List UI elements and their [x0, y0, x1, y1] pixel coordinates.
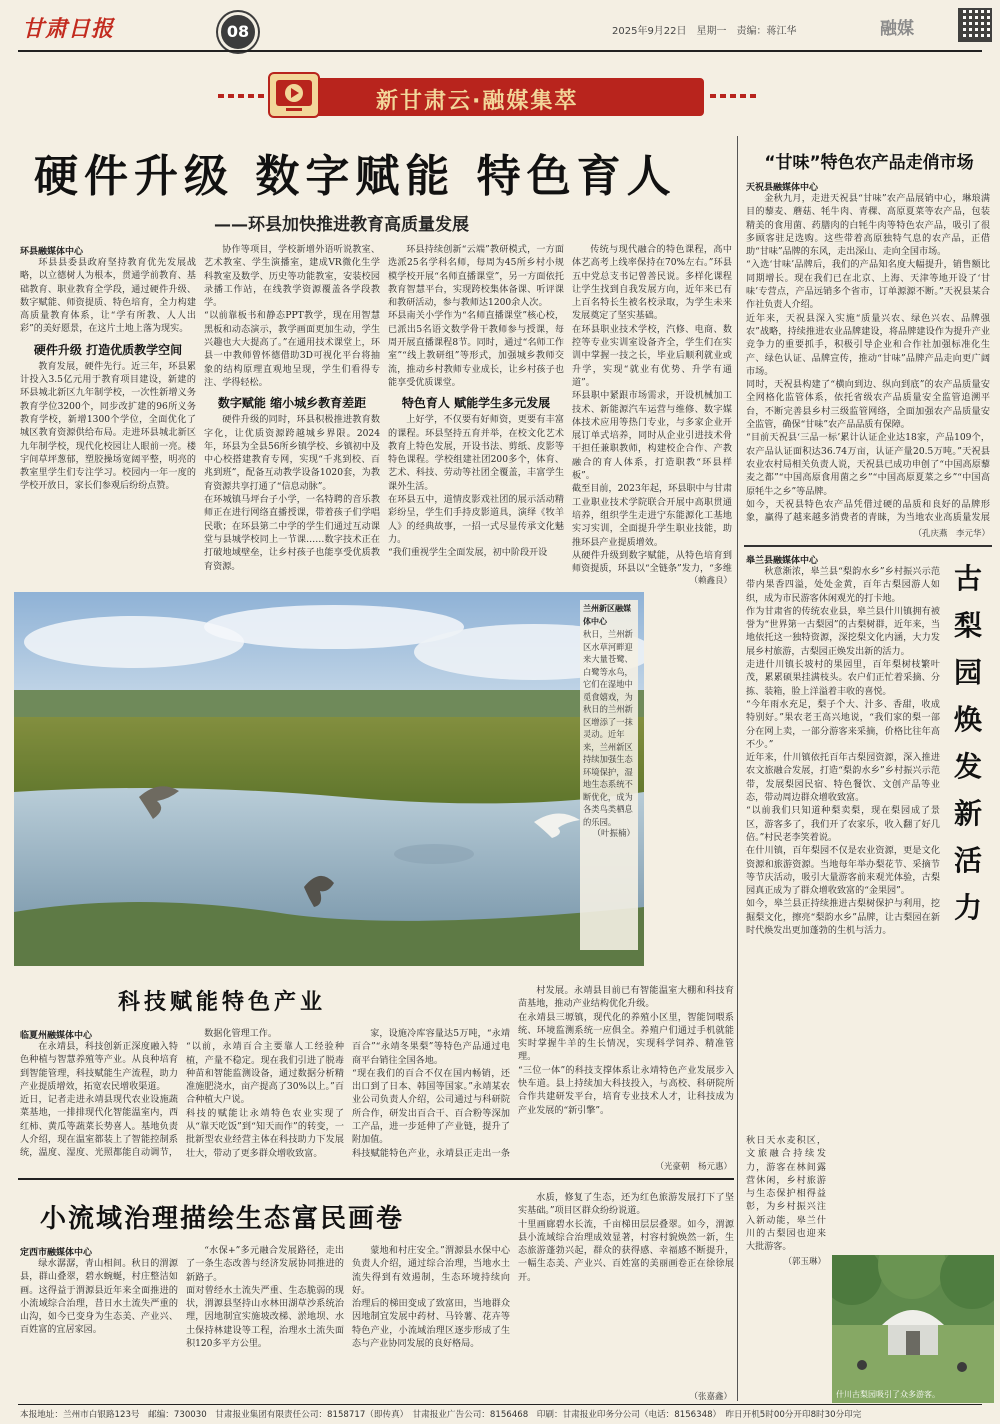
- play-button-icon: [270, 74, 318, 116]
- qr-code-icon: [958, 8, 992, 42]
- tech-byline: 临夏州融媒体中心: [20, 1031, 93, 1041]
- lead-paragraph: 环县持续创新“云端”教研模式，一方面选派25名学科名师，每周为45所乡村小规模学校开展“名师直播课堂”，另一方面依托教育智慧平台，实现跨校集体备课、听评课和教研活动，参与教师达1200余人次。 环县南关小学作为“名师直播课堂”核心校，已派出5名语文数学骨干教师参与授课，每周开展直播课程8节。同时，通过“名师工作室”“线上教研组”等形式，加强城乡教师交流，推动乡村教师专业成长，让乡村孩子也能享受优质课堂。: [388, 245, 564, 388]
- footer-rule: [18, 1404, 982, 1405]
- newspaper-logo: 甘肃日报: [22, 16, 115, 42]
- lead-paragraph: 教育发展，硬件先行。近三年，环县累计投入3.5亿元用于教育项目建设，新建的环县城北新区九年制学校，一次性新增义务教育学位3200个，同步改扩建的96所义务教育学校，新增1300个学位，全面优化了城区教育资源供给布局。走进环县城北新区九年制学校，现代化校园让人眼前一亮。楼宇间草坪葱郁，塑胶操场宽阔平整，明亮的教室里学生们专注学习。校园内一年一度的学校开放日，家长们参观后纷纷点赞。: [20, 361, 196, 492]
- lead-col-1: [20, 244, 196, 494]
- lead-paragraph: 硬件升级的同时，环县积极推进教育数字化，让优质资源跨越城乡界限。2024年，环县为全县56所乡镇学校、乡镇初中及中心校搭建教育专网，实现“千兆到校、百兆到班”，配备互动教学设备1020套，为教育资源共享打通了“信息动脉”。 在环城镇马坪台子小学，一名特聘的音乐教师正在进行网络直播授课，带着孩子们学唱民歌；在环县第二中学的学生们通过互动课堂与县城学校同上一节课……数字技术正在打破地域壁垒，让乡村孩子也能享受优质教育资源。: [204, 415, 380, 572]
- camping-caption-text: 秋日天水麦积区，文旅融合持续发力，游客在林间露营休闲，乡村旅游与生态保护相得益彰，为乡村振兴注入新动能，皋兰什川的古梨园也迎来大批游客。: [746, 1136, 826, 1253]
- photo-caption-signature: （叶振楠）: [592, 829, 635, 839]
- tech-col-4: [518, 985, 734, 1155]
- lead-headline: 硬件升级 数字赋能 特色育人: [34, 151, 677, 202]
- video-play-icon: [268, 72, 320, 118]
- page-number-badge: [218, 12, 258, 52]
- lead-paragraph: 协作等项目，学校新增外语听说教室、艺术教室、学生演播室，建成VR微化生学科教室及数学、历史等功能教室，安装校园录播工作站，在线教学资源覆盖各学段教学。 “以前靠板书和静态PPT教学，现在用智慧黑板和动态演示，教学画面更加生动，学生兴趣也大大提高了。”在通用技术课堂上，环县一中教师曾怀德借助3D可视化平台将抽象的结构原理直观地呈现，学生们看得专注、学得轻松。: [204, 245, 380, 388]
- river-col-4: [518, 1192, 734, 1387]
- footer-line: 本报地址：兰州市白银路123号 邮编：730030 甘肃报业集团有限责任公司：8158717（即传真） 甘肃报业广告公司：8156468 印刷：甘肃报业印务分公司（电话：8156348） 昨日开机5时00分开印8时30分印完: [20, 1410, 862, 1420]
- wetland-photo: [14, 592, 644, 966]
- lead-col-3: [388, 244, 564, 561]
- river-byline: 定西市融媒体中心: [20, 1248, 93, 1258]
- sidebar-rule: [744, 545, 992, 547]
- banner-dots-left: [218, 94, 264, 98]
- lead-subhead-3: 特色育人 赋能学生多元发展: [401, 396, 551, 411]
- section-label: 融媒: [880, 19, 914, 39]
- sidebar-top-paragraph: 金秋九月，走进天祝县“甘味”农产品展销中心，琳琅满目的藜麦、蘑菇、牦牛肉、青稞、高原夏菜等农产品，包装精美的食用菌、药膳肉的白牦牛肉等特色农产品，吸引了很多顾客驻足选购。这些带着高原独特气息的农产品，正借助“甘味”品牌的东风，走出深山、走向全国市场。 “入选‘甘味’品牌后，我们的产品知名度大幅提升，销售额比同期增长。现在我们已在北京、上海、天津等地开设了‘甘味’专营点，产品远销多个省市，订单源源不断。”天祝县某合作社负责人介绍。 近年来，天祝县深入实施“质量兴农、绿色兴农、品牌强农”战略，持续推进农业品牌建设，将品牌建设作为提升产业竞争力的重要抓手，积极引导企业和合作社加强标准化生产、绿色认证、品牌宣传，推动“甘味”品牌产品走向更广阔市场。 同时，天祝县构建了“横向到边、纵向到底”的农产品质量安全网格化监管体系，依托省级农产品质量安全监管追溯平台，不断完善县乡村三级监管网络，全面加强农产品质量安全监管，确保“甘味”农产品品质有保障。 “目前天祝县‘三品一标’累计认证企业达18家，产品109个，农产品认证面积达36.74万亩，认证产量20.5万吨。”天祝县农业农村局相关负责人说，天祝县已成功申创了“中国高原藜麦之都”“中国高原食用菌之乡”“中国高原夏菜之乡”“中国高原牦牛之乡”等品牌。 如今，天祝县特色农产品凭借过硬的品质和良好的品牌形象，赢得了越来越多消费者的青睐，为当地农业高质量发展: [746, 194, 990, 524]
- camping-caption: [746, 1135, 826, 1397]
- wetland-photo-drawing: [14, 592, 644, 966]
- camping-photo-label: 什川古梨园吸引了众多游客。: [836, 1390, 940, 1399]
- sidebar-top-headline: “甘味”特色农产品走俏市场: [764, 153, 974, 173]
- camping-caption-signature: （郭玉琳）: [783, 1256, 826, 1267]
- river-col-2: [186, 1245, 344, 1400]
- tech-paragraph: 村发展。永靖县目前已有智能温室大棚和科技育苗基地，推动产业结构优化升级。 在永靖县三塬镇，现代化的养殖小区里，智能饲喂系统、环境监测系统一应俱全。养殖户们通过手机就能实时掌握牛羊的生长情况，实现科学饲养、精准管理。 “三位一体”的科技支撑体系让永靖特色产业发展步入快车道。县上持续加大科技投入，与高校、科研院所合作共建研发平台，培育专业技术人才，让科技成为产业发展的“新引擎”。: [518, 986, 734, 1116]
- lead-col-2: [204, 244, 380, 574]
- lead-col-4: [572, 244, 732, 574]
- photo-caption-text: 秋日，兰州新区水草河畔迎来大量苍鹭、白鹭等水鸟，它们在湿地中觅食嬉戏，为秋日的兰州新区增添了一抹灵动。近年来，兰州新区持续加强生态环境保护，湿地生态系统不断优化，成为各类鸟类栖息的乐园。: [583, 629, 633, 827]
- lead-byline: 环县融媒体中心: [20, 247, 84, 257]
- river-paragraph: “水保+”多元融合发展路径，走出了一条生态改善与经济发展协同推进的新路子。 面对曾经水土流失严重、生态脆弱的现状，渭源县坚持山水林田湖草沙系统治理，因地制宜实施坡改梯、淤地坝、水土保持林建设等工程，治理水土流失面积120多平方公里。: [186, 1246, 344, 1350]
- river-signature: （张嘉鑫）: [689, 1392, 732, 1402]
- river-headline: 小流域治理描绘生态富民画卷: [40, 1204, 405, 1234]
- photo-caption-byline: 兰州新区融媒体中心: [583, 604, 631, 626]
- lead-paragraph: 传统与现代融合的特色课程，高中体艺高考上线率保持在70%左右。”环县五中党总支书记曾善民说。多样化课程让学生找到自我发展方向，近年来已有上百名特长生被名校录取，为学生未来发展奠定了坚实基础。 在环县职业技术学校，汽修、电商、数控等专业实训室设备齐全，学生们在实训中掌握一技之长，毕业后顺利就业或升学，实现“就业有优势、升学有通道”。 环县职中紧跟市场需求，开设机械加工技术、新能源汽车运营与维修、数字媒体技术应用等热门专业，与多家企业开展订单式培养，同时从企业引进技术骨干担任兼职教师，构建校企合作、产教融合的育人体系，打造职教“环县样板”。 截至目前，2023年起，环县职中与甘肃工业职业技术学院联合开展中高职贯通培养，组织学生走进宁东能源化工基地实习实训，全面提升学生职业技能，助推环县产业提质增效。 从硬件升级到数字赋能，从特色培育到师资提质，环县以“全链条”发力，“多维: [572, 245, 732, 574]
- tech-col-1: [20, 1028, 178, 1158]
- tech-headline: 科技赋能特色产业: [118, 990, 327, 1015]
- banner-title: 新甘肃云·融媒集萃: [376, 89, 579, 114]
- lead-signature: （赖鑫良）: [689, 576, 732, 586]
- camping-photo-drawing: [832, 1255, 994, 1403]
- banner: [258, 70, 718, 122]
- river-paragraph: 绿水潺潺，青山相间。秋日的渭源县，群山叠翠，碧水蜿蜒，村庄整洁如画。这得益于渭源县近年来全面推进的小流域综合治理，昔日水土流失严重的山沟，如今已变身为生态美、产业兴、百姓富的宜居家园。: [20, 1259, 178, 1336]
- sidebar-top-byline: 天祝县融媒体中心: [746, 183, 819, 193]
- masthead-date: 2025年9月22日 星期一 责编：蒋江华: [612, 26, 797, 37]
- lead-subhead-2: 数字赋能 缩小城乡教育差距: [217, 396, 367, 411]
- lead-paragraph: 上好学，不仅要有好师资，更要有丰富的课程。环县坚持五育并举，在校文化艺术教育上特色发展，开设书法、剪纸、皮影等特色课程。学校组建社团200多个，体育、艺术、科技、劳动等社团全覆盖，丰富学生课外生活。 在环县五中，道情皮影戏社团的展示活动精彩纷呈，学生们手持皮影道具，演绎《牧羊人》的经典故事，一招一式尽显传承文化魅力。 “我们重视学生全面发展，初中阶段开设: [388, 415, 564, 559]
- sidebar-pear-headline: 古梨园焕发新活力: [953, 562, 982, 924]
- camping-photo: [832, 1255, 994, 1403]
- sidebar-pear-byline: 皋兰县融媒体中心: [746, 556, 819, 566]
- tech-col-2: [186, 1028, 344, 1158]
- tech-col-3: [352, 1028, 510, 1158]
- tech-rule: [18, 1178, 734, 1180]
- photo-caption-box: [580, 600, 638, 950]
- tech-paragraph: 在永靖县，科技创新正深度融入特色种植与智慧养殖等产业。从良种培育到智能管理，科技赋能生产流程，助力产业提质增效，拓宽农民增收渠道。 近日，记者走进永靖县现代农业设施蔬菜基地，一排排现代化智能温室内，西红柿、黄瓜等蔬菜长势喜人。基地负责人介绍，现在温室都装上了智能控制系统，温度、湿度、光照都能自动调节，: [20, 1042, 178, 1158]
- river-paragraph: 蒙地和村庄安全。”渭源县水保中心负责人介绍，通过综合治理，当地水土流失得到有效遏制，生态环境持续向好。 治理后的梯田变成了致富田，当地群众因地制宜发展中药材、马铃薯、花卉等特色产业，小流域治理区逐步形成了生态与产业协同发展的良好格局。: [352, 1246, 510, 1350]
- tech-paragraph: 家，设施冷库容量达5万吨，“永靖百合”“永靖冬果梨”等特色产品通过电商平台销往全国各地。 “现在我们的百合不仅在国内畅销，还出口到了日本、韩国等国家。”永靖某农业公司负责人介绍，公司通过与科研院所合作，研发出百合干、百合粉等深加工产品，进一步延伸了产业链，提升了附加值。 科技赋能特色产业，永靖县正走出一条: [352, 1029, 510, 1158]
- sidebar-top-signature: （孔庆燕 李元华）: [913, 529, 990, 539]
- sidebar-top-article: [746, 180, 990, 525]
- river-col-1: [20, 1245, 178, 1400]
- sidebar-pear-article: [746, 553, 940, 1128]
- masthead: [0, 0, 1000, 54]
- masthead-rule: [18, 50, 982, 52]
- lead-subheadline: ——环县加快推进教育高质量发展: [214, 215, 469, 235]
- tech-paragraph: 数据化管理工作。 “以前，永靖百合主要靠人工经验种植，产量不稳定。现在我们引进了脱毒种苗和智能监测设备，通过数据分析精准施肥浇水，亩产提高了30%以上。”百合种植大户说。 科技的赋能让永靖特色农业实现了从“靠天吃饭”到“知天而作”的转变，一批新型农业经营主体在科技助力下发展壮大，带动了更多群众增收致富。: [186, 1029, 344, 1158]
- tech-signature: （光豪朝 杨元惠）: [655, 1162, 732, 1172]
- river-paragraph: 水质，修复了生态，还为红色旅游发展打下了坚实基础。”项目区群众纷纷说道。 十里画廊碧水长流，千亩梯田层层叠翠。如今，渭源县小流域综合治理成效显著，村容村貌焕然一新，生态旅游蓬勃兴起，群众的获得感、幸福感不断提升，一幅生态美、产业兴、百姓富的美丽画卷正在徐徐展开。: [518, 1193, 734, 1283]
- column-divider: [737, 136, 738, 1401]
- river-col-3: [352, 1245, 510, 1400]
- banner-dots-right: [710, 94, 756, 98]
- lead-paragraph: 环县县委县政府坚持教育优先发展战略，以立德树人为根本，贯通学前教育、基础教育、职业教育全学段，通过硬件升级、数字赋能、师资提质、特色培育，全力构建高质量教育体系，让“学有所教、人人出彩”的美好愿景，在这片土地上落为现实。: [20, 258, 196, 335]
- lead-subhead-1: 硬件升级 打造优质教学空间: [33, 342, 183, 357]
- page-number: 08: [226, 22, 250, 41]
- sidebar-pear-paragraph: 秋意渐浓，皋兰县“梨韵水乡”乡村振兴示范带内果香四溢，处处金黄，百年古梨园游人如织，成为市民游客休闲观光的打卡地。 作为甘肃省的传统农业县，皋兰县什川镇拥有被誉为“世界第一古梨园”的古梨树群，近年来，当地依托这一独特资源，深挖梨文化内涵，大力发展乡村旅游，古梨园正焕发出新的活力。 走进什川镇长坡村的果园里，百年梨树枝繁叶茂，累累硕果挂满枝头。农户们正忙着采摘、分拣、装箱，脸上洋溢着丰收的喜悦。 “今年雨水充足，梨子个大、汁多、香甜，收成特别好。”果农老王高兴地说，“我们家的梨一部分在网上卖，一部分游客来采摘，价格比往年高不少。” 近年来，什川镇依托百年古梨园资源，深入推进农文旅融合发展，打造“梨韵水乡”乡村振兴示范带，发展梨园民宿、特色餐饮、文创产品等业态，带动周边群众增收致富。 “以前我们只知道种梨卖梨，现在梨园成了景区，游客多了，我们开了农家乐，收入翻了好几倍。”村民老李笑着说。 在什川镇，百年梨园不仅是农业资源，更是文化资源和旅游资源。当地每年举办梨花节、采摘节等节庆活动，吸引大量游客前来观光体验，古梨园真正成为了群众增收致富的“金果园”。 如今，皋兰县正持续推进古梨树保护与利用，挖掘梨文化，擦亮“梨韵水乡”品牌，让古梨园在新时代焕发出更加蓬勃的生机与活力。: [746, 567, 940, 937]
